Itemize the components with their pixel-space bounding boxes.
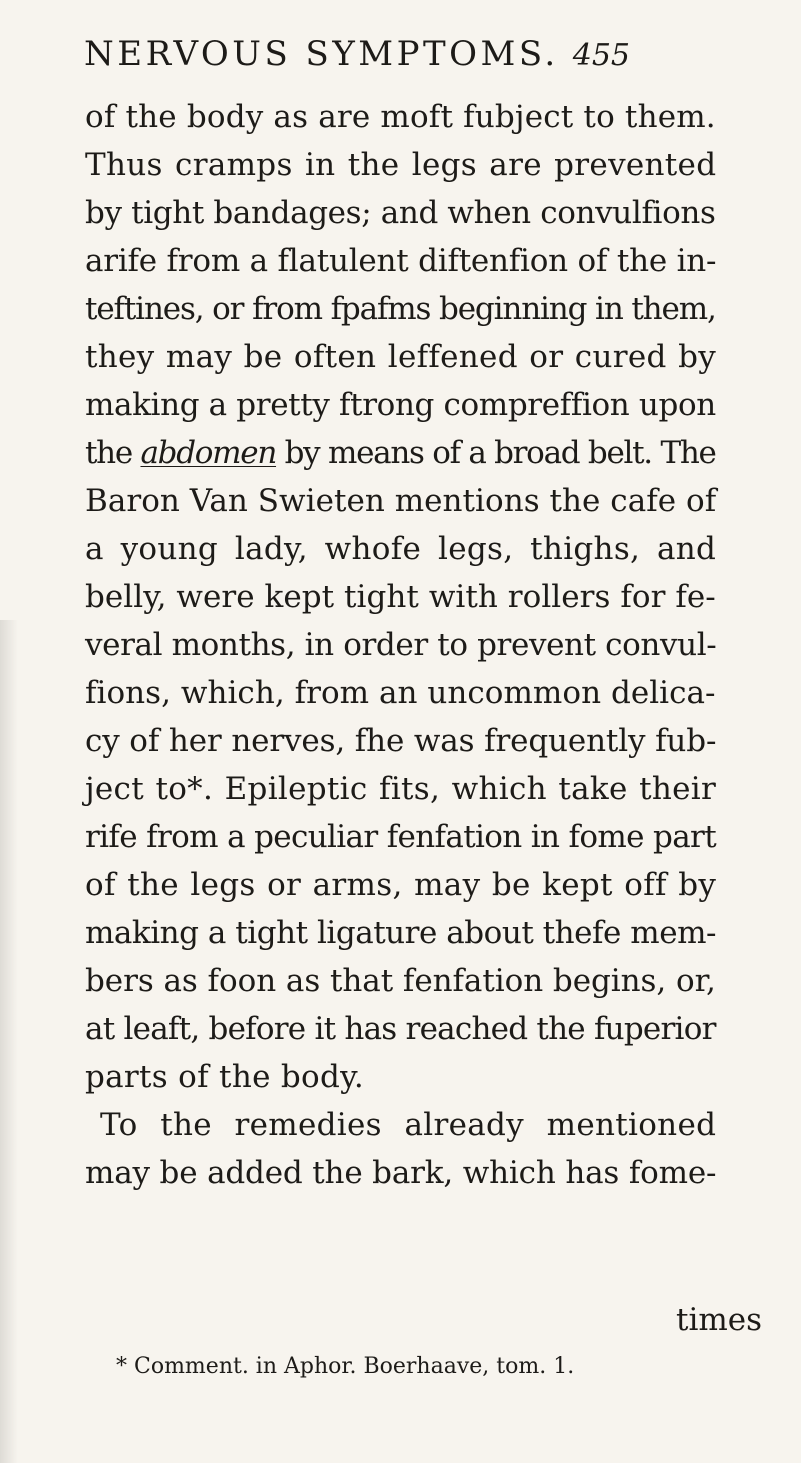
catchword: times xyxy=(676,1302,763,1338)
text-line: of the body as are moft fubject to them. xyxy=(85,99,716,135)
footnote: * Comment. in Aphor. Boerhaave, tom. 1. xyxy=(116,1354,575,1379)
text-line: at leaft, before it has reached the fuperior xyxy=(85,1011,716,1047)
text-line: fions, which, from an uncommon delica- xyxy=(85,675,716,711)
text-line: of the legs or arms, may be kept off by xyxy=(85,867,717,903)
text-line: Thus cramps in the legs are prevented xyxy=(85,147,717,183)
text-line: Baron Van Swieten mentions the cafe of xyxy=(85,483,717,519)
text-line: by tight bandages; and when convulfions xyxy=(85,195,716,231)
text-line: making a pretty ftrong compreffion upon xyxy=(85,387,716,423)
binding-shadow xyxy=(0,620,18,1463)
running-title: NERVOUS SYMPTOMS. xyxy=(84,34,559,74)
text-line: they may be often leffened or cured by xyxy=(85,339,717,375)
italic-term: abdomen xyxy=(140,435,277,471)
text-line: To the remedies already mentioned xyxy=(100,1107,717,1143)
text-run: the xyxy=(85,435,141,471)
text-line: cy of her nerves, fhe was frequently fub- xyxy=(85,723,717,759)
text-line: arife from a flatulent diftenfion of the in- xyxy=(85,243,717,279)
text-line: may be added the bark, which has fome- xyxy=(85,1155,717,1191)
text-line: rife from a peculiar fenfation in fome part xyxy=(85,819,717,855)
text-line: veral months, in order to prevent convul- xyxy=(85,627,717,663)
text-line: making a tight ligature about thefe mem- xyxy=(85,915,716,951)
page-header xyxy=(84,34,684,76)
text-line: ject to*. Epileptic fits, which take their xyxy=(85,771,717,807)
page-number: 455 xyxy=(572,38,630,73)
text-line: a young lady, whofe legs, thighs, and xyxy=(85,531,717,567)
text-line: teftines, or from fpafms beginning in them, xyxy=(85,291,716,327)
text-line: bers as foon as that fenfation begins, or, xyxy=(85,963,716,999)
text-run: by means of a broad belt. The xyxy=(276,435,716,471)
text-line: parts of the body. xyxy=(85,1059,364,1095)
text-line: belly, were kept tight with rollers for fe- xyxy=(85,579,716,615)
text-line xyxy=(85,429,716,477)
